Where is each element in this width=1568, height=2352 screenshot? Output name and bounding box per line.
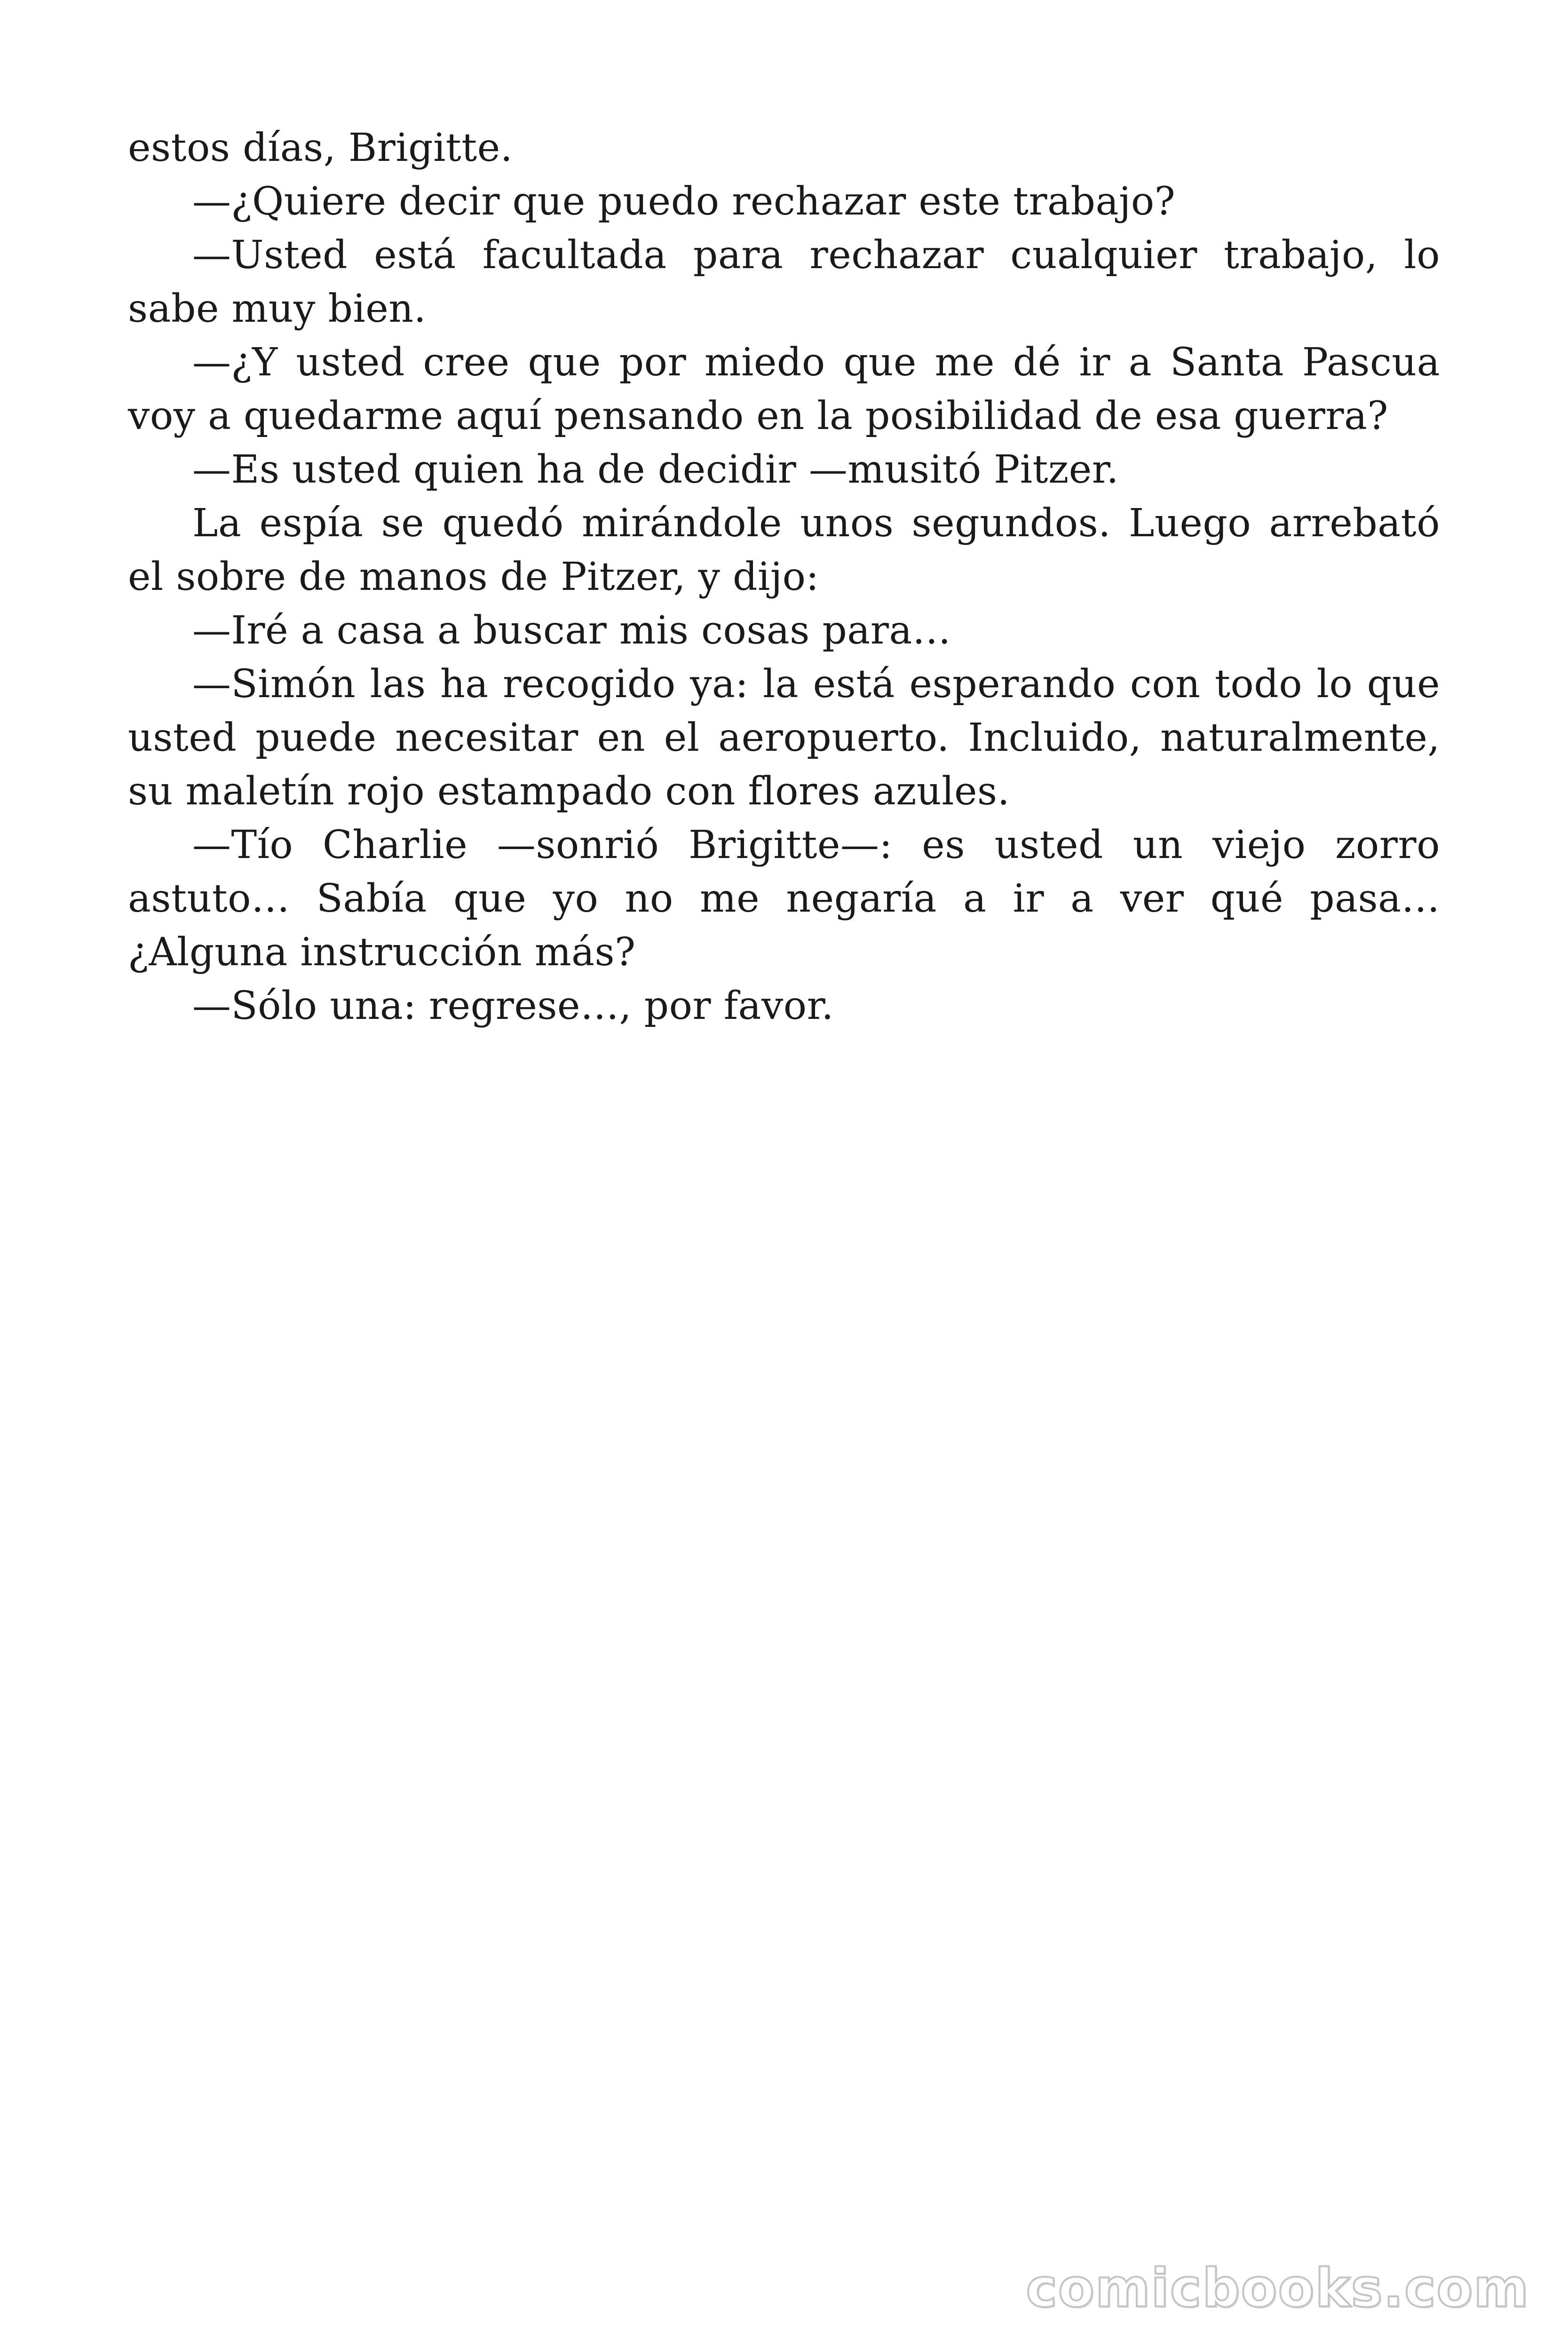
- site-watermark: comicbooks.com: [1026, 2258, 1529, 2319]
- paragraph-8: —Simón las ha recogido ya: la está esperando con todo lo que usted puede necesitar en el aeropuerto. Incluido, naturalmente, su maletín rojo estampado con flores azules.: [128, 662, 1440, 814]
- paragraph-10: —Sólo una: regrese…, por favor.: [192, 984, 834, 1028]
- body-text: [128, 121, 1440, 1033]
- paragraph-3: —Usted está facultada para rechazar cualquier trabajo, lo sabe muy bien.: [128, 233, 1440, 331]
- paragraph-5: —Es usted quien ha de decidir —musitó Pitzer.: [192, 447, 1119, 492]
- paragraph-1: estos días, Brigitte.: [128, 126, 513, 170]
- paragraph-2: —¿Quiere decir que puedo rechazar este trabajo?: [192, 179, 1176, 224]
- paragraph-6: La espía se quedó mirándole unos segundos. Luego arrebató el sobre de manos de Pitzer, y dijo:: [128, 501, 1440, 599]
- paragraph-7: —Iré a casa a buscar mis cosas para…: [192, 608, 951, 653]
- paragraph-9: —Tío Charlie —sonrió Brigitte—: es usted un viejo zorro astuto… Sabía que yo no me negaría a ir a ver qué pasa… ¿Alguna instrucción más?: [128, 823, 1440, 975]
- paragraph-4: —¿Y usted cree que por miedo que me dé ir a Santa Pascua voy a quedarme aquí pensando en la posibilidad de esa guerra?: [128, 340, 1440, 438]
